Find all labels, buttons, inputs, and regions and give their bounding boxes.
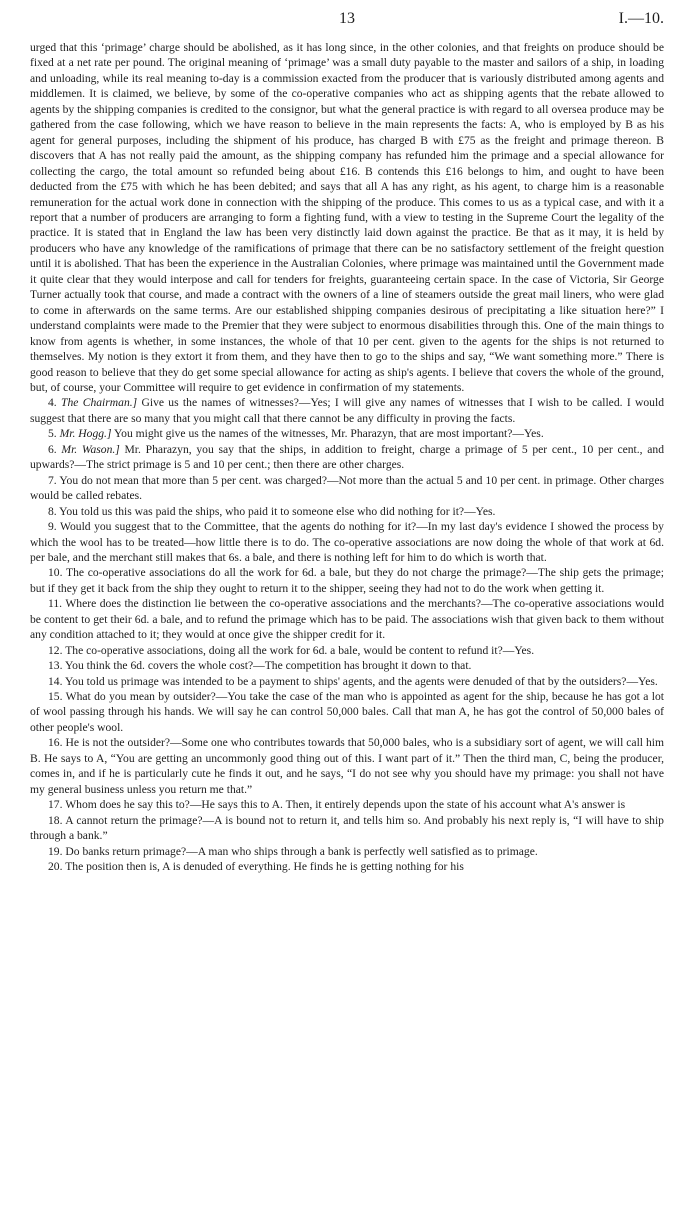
question-number: 14.	[48, 674, 63, 688]
question-paragraph	[30, 596, 664, 642]
question-list	[30, 395, 664, 874]
question-paragraph	[30, 859, 664, 874]
question-text: He is not the outsider?—Some one who contributes towards that 50,000 bales, who is a subsidiary sort of agent, we will call him B. He says to A, “You are getting an uncommonly good thing out of this. I want part of it.” Then the third man, C, being the producer, comes in, and if he is particularly cute he finds it out, and he says, “I do not see why you should have my primage: you shall not have my general business unless you return me that.”	[30, 736, 665, 796]
question-text: You might give us the names of the witnesses, Mr. Pharazyn, that are most important?—Yes.	[113, 427, 544, 441]
question-number: 9.	[48, 520, 57, 534]
question-number: 10.	[48, 566, 63, 580]
question-paragraph	[30, 504, 664, 519]
speaker-label: The Chairman.]	[61, 396, 138, 410]
page-number: 13	[339, 10, 355, 27]
question-paragraph	[30, 689, 664, 735]
page-header	[0, 0, 700, 40]
question-text: You told us primage was intended to be a payment to ships' agents, and the agents were denuded of that by the outsiders?—Yes.	[64, 674, 658, 688]
question-paragraph	[30, 735, 664, 797]
question-paragraph	[30, 519, 664, 565]
question-number: 17.	[48, 798, 63, 812]
question-paragraph	[30, 797, 664, 812]
question-paragraph	[30, 813, 664, 844]
question-number: 11.	[48, 597, 63, 611]
question-text: You think the 6d. covers the whole cost?—The competition has brought it down to that.	[64, 659, 472, 673]
question-number: 16.	[48, 736, 63, 750]
question-number: 19.	[48, 844, 63, 858]
speaker-label: Mr. Wason.]	[61, 442, 120, 456]
question-text: You told us this was paid the ships, who paid it to someone else who did nothing for it?—Yes.	[59, 504, 496, 518]
question-text: The co-operative associations do all the work for 6d. a bale, but they do not charge the primage?—The ship gets the primage; but if they get it back from the ship they ought to return it to the shipper, seeing they had not to do the work when getting it.	[30, 566, 664, 595]
question-text: The position then is, A is denuded of everything. He finds he is getting nothing for his	[65, 860, 464, 874]
question-text: Mr. Pharazyn, you say that the ships, in addition to freight, charge a primage of 5 per cent., 10 per cent., and upwards?—The strict primage is 5 and 10 per cent.; then there are other charges.	[30, 442, 664, 472]
question-paragraph	[30, 395, 664, 426]
question-number: 5.	[48, 427, 57, 441]
question-paragraph	[30, 674, 664, 689]
speaker-label: Mr. Hogg.]	[59, 427, 112, 441]
document-body	[30, 40, 664, 874]
question-number: 13.	[48, 659, 63, 673]
question-number: 4.	[48, 396, 57, 410]
question-number: 6.	[48, 442, 57, 456]
question-text: Would you suggest that to the Committee, that the agents do nothing for it?—In my last day's evidence I showed the process by which the wool has to be treated—how little there is to do. The co-operative associations are now doing the whole of that work at 6d. per bale, and the merchant still makes that 6s. a bale, and there is nothing left for him to do which is worth that.	[30, 520, 664, 564]
question-text: Whom does he say this to?—He says this to A. Then, it entirely depends upon the state of his account what A's answer is	[65, 798, 626, 812]
question-paragraph	[30, 643, 664, 658]
question-text: You do not mean that more than 5 per cent. was charged?—Not more than the actual 5 and 10 per cent. in primage. Other charges would be called rebates.	[30, 473, 665, 503]
question-text: Give us the names of witnesses?—Yes; I will give any names of witnesses that I wish to be called. I would suggest that there are so many that you might call that there cannot be any difficulty in proving the facts.	[30, 396, 664, 425]
question-text: Where does the distinction lie between the co-operative associations and the merchants?—The co-operative associations would be content to get their 6d. a bale, and to refund the primage which has to be paid. The associations wish that given back to them without any condition attached to it; they would at once give the shipper credit for it.	[30, 597, 664, 642]
opening-paragraph: urged that this ‘primage’ charge should be abolished, as it has long since, in the other colonies, and that freights on produce should be fixed at a net rate per pound. The original meaning of ‘primage’ was a small duty payable to the master and sailors of a ship, in loading and unloading, while its real meaning to-day is a commission exacted from the producer that is variously distributed among agents and middlemen. It is claimed, we believe, by some of the co-operative companies who act as shipping agents that the rebate allowed to agents by the shipping companies is credited to the consignor, but what the general practice is with regard to all oversea produce may be gathered from the case following, which we have reason to believe in the main represents the facts: A, who is employed by B as his agent for general purposes, including the shipment of his produce, has charged B with £75 as the freight and primage thereon. B discovers that A has not really paid the amount, as the shipping company has refunded him the primage and a special allowance for collecting the cargo, the total amount so refunded being about £16. B contends this £16 belongs to him, and ought to have been deducted from the £75 with which he has been debited; and says that all A has any right, as his agent, to charge him is a reasonable remuneration for the actual work done in connection with the shipping of the produce. This comes to us as a typical case, and with it a report that a number of producers are arranging to form a fighting fund, with a view to testing in the Supreme Court the legality of the practice. It is stated that in England the law has been very distinctly laid down against the practice. Be that as it may, it is held by producers who have any knowledge of the ramifications of primage that there can be no satisfactory settlement of the freight question until it is abolished. That has been the experience in the Australian Colonies, where primage was maintained until the Government made it quite clear that they would interpose and call for tenders for freights, guaranteeing certain space. In the case of Victoria, Sir George Turner actually took that course, and made a contract with the owners of a line of steamers outside the great mail liners, who were glad to come in afterwards on the same terms. Are our established shipping companies desirous of precipitating a like situation here?” I understand complaints were made to the Premier that they were subject to enormous disabilities through this. One of the main things to know from agents is whether, in some instances, the whole of that 10 per cent. given to the agents for the ships is not returned to themselves. My notion is they extort it from them, and they have then to go to the ships and say, “We want something more.” There is good reason to believe that they do get some special allowance for acting as ship's agents. I believe that covers the whole of the ground, but, of course, your Committee will require to get evidence in confirmation of my statements.	[30, 41, 664, 394]
question-paragraph	[30, 565, 664, 596]
question-number: 8.	[48, 504, 57, 518]
question-number: 15.	[48, 690, 63, 704]
question-paragraph	[30, 658, 664, 673]
question-text: Do banks return primage?—A man who ships through a bank is perfectly well satisfied as to primage.	[65, 844, 538, 858]
question-text: A cannot return the primage?—A is bound not to return it, and tells him so. And probably his next reply is, “I will have to ship through a bank.”	[30, 813, 664, 843]
question-number: 7.	[48, 473, 57, 487]
question-number: 18.	[48, 813, 63, 827]
question-number: 20.	[48, 860, 63, 874]
paper-reference: I.—10.	[618, 10, 664, 27]
question-paragraph	[30, 442, 664, 473]
question-paragraph	[30, 426, 664, 441]
question-text: What do you mean by outsider?—You take the case of the man who is appointed as agent for the ship, because he has got a lot of wool passing through his hands. We will say he can control 50,000 bales. Call that man A, he has got the control of 50,000 bales of other people's wool.	[30, 690, 664, 734]
question-paragraph	[30, 473, 664, 504]
question-text: The co-operative associations, doing all the work for 6d. a bale, would be content to refund it?—Yes.	[65, 643, 535, 657]
question-number: 12.	[48, 643, 63, 657]
question-paragraph	[30, 844, 664, 859]
